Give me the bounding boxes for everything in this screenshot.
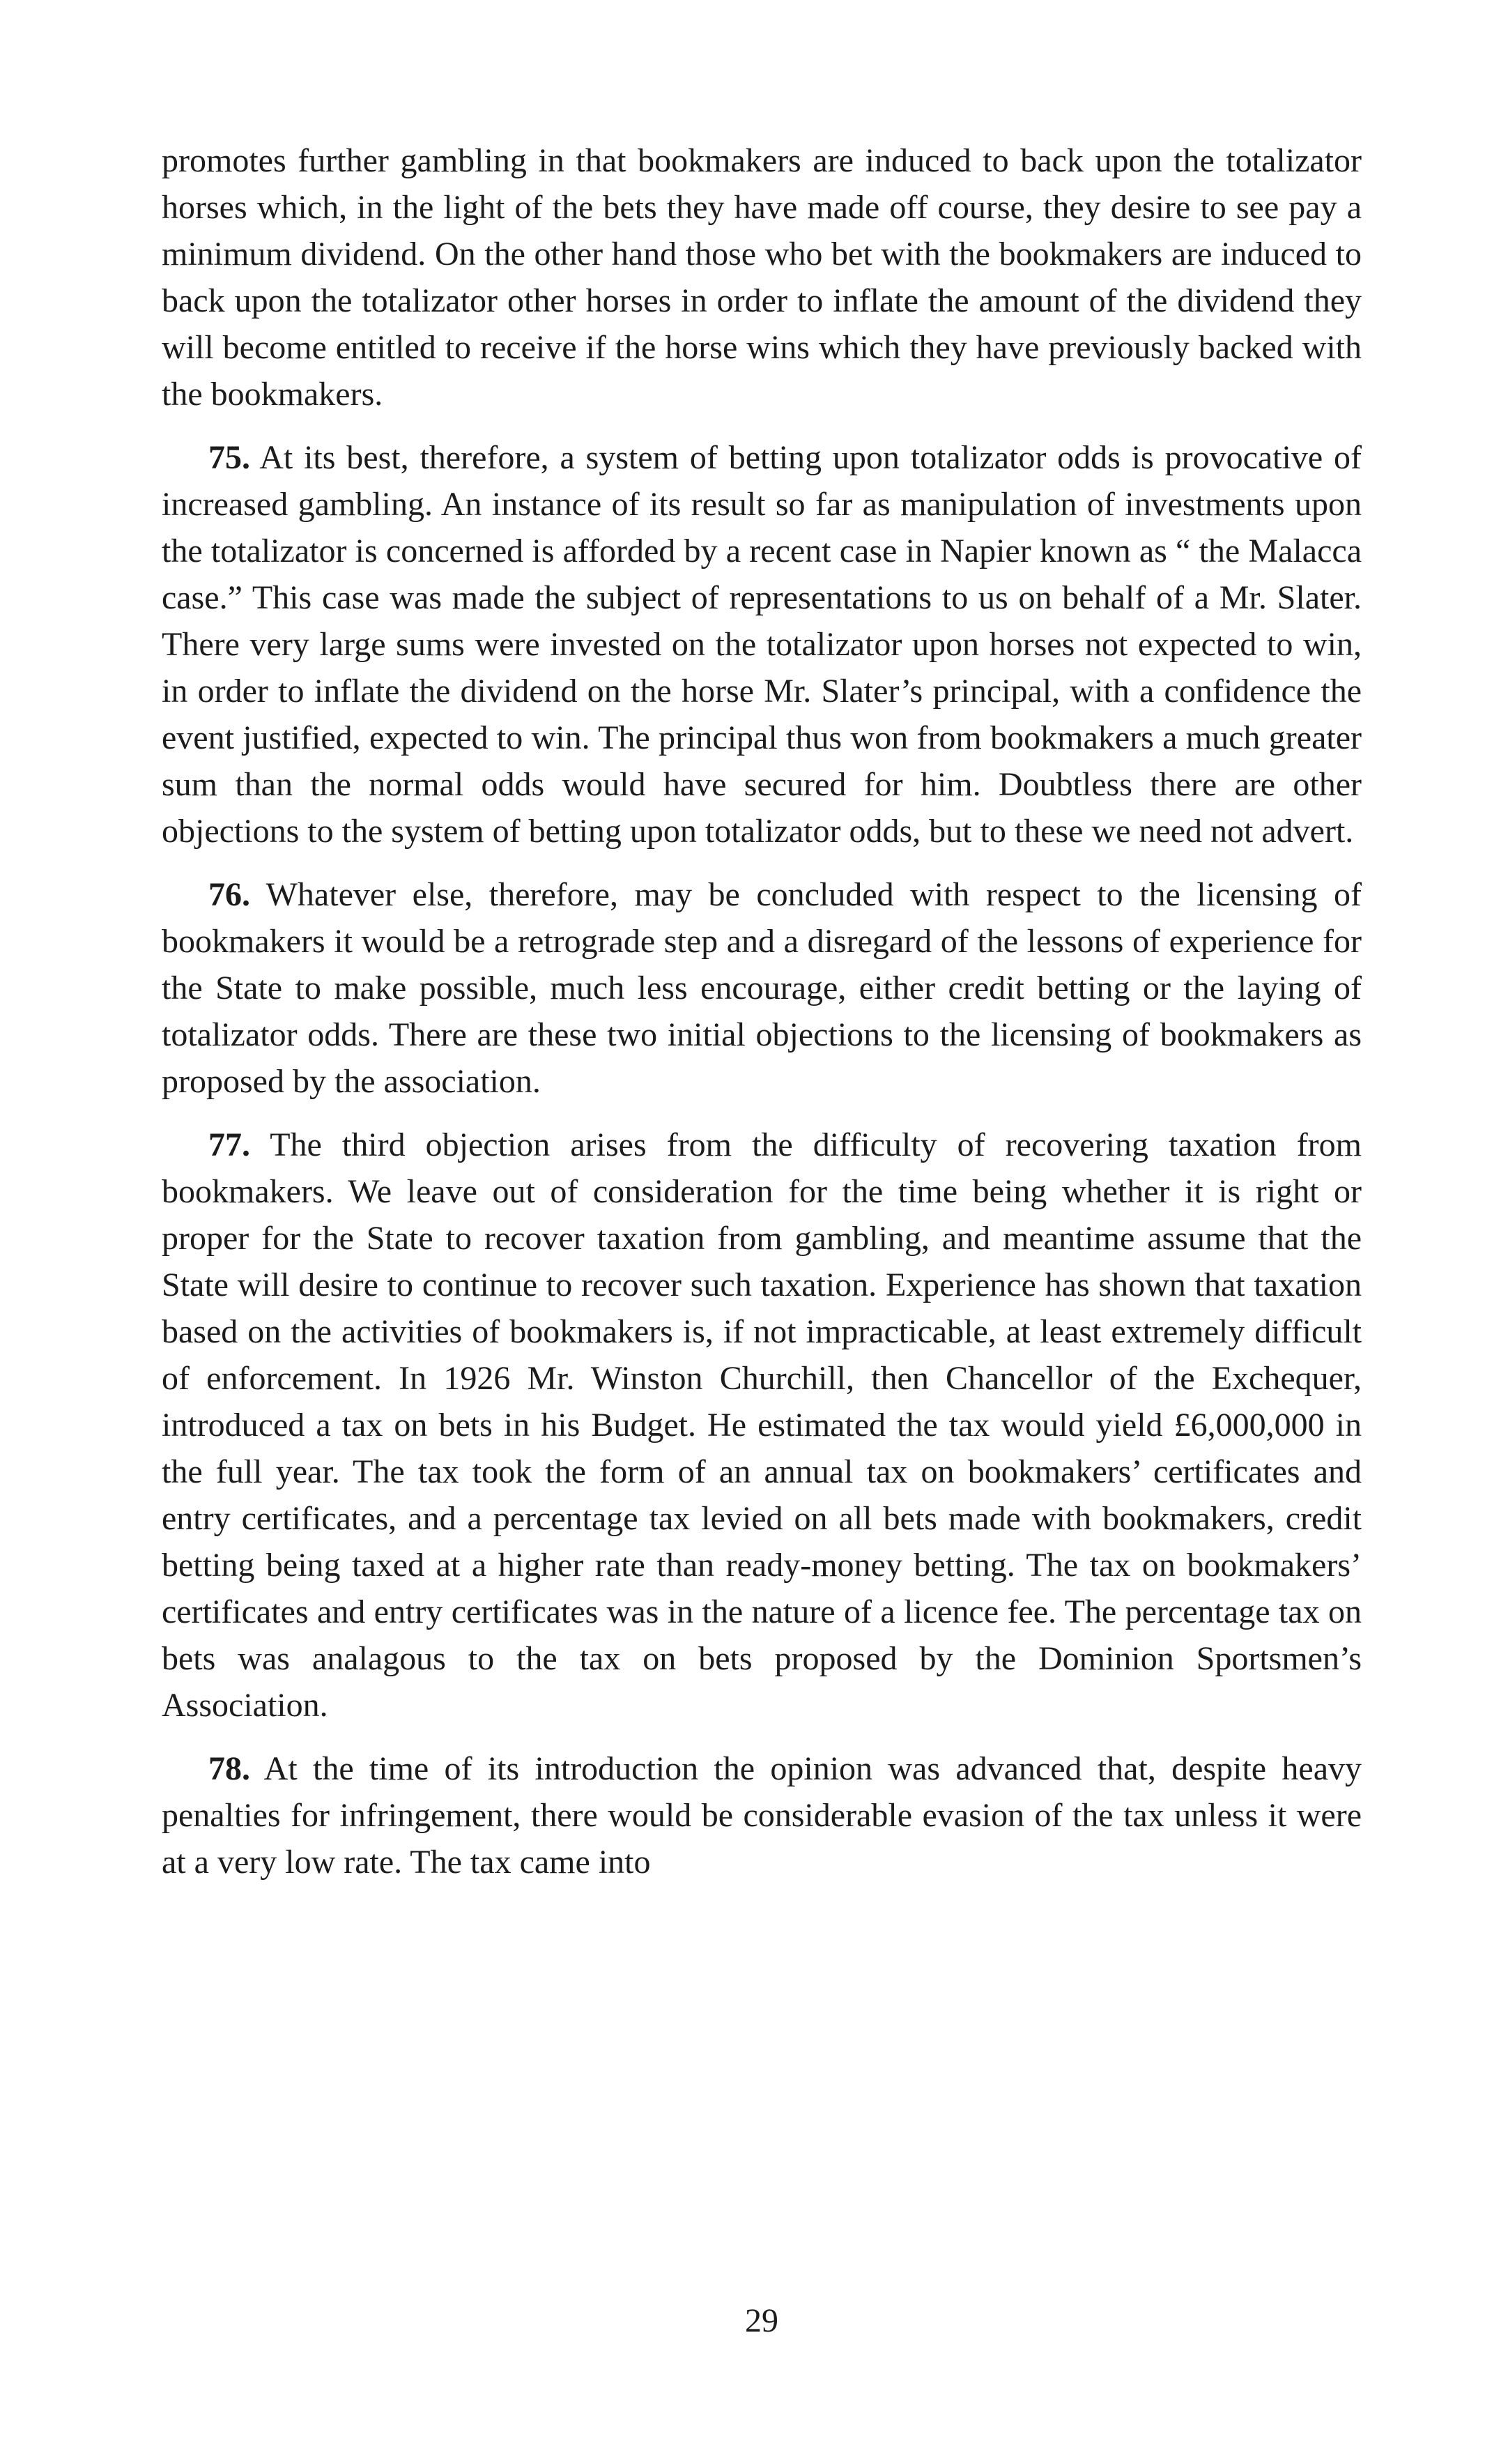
paragraph-text: Whatever else, therefore, may be concluded with respect to the licensing of bookmakers it would be a retrograde step and a disregard of the lessons of experience for the State to make possible, much less encourage, either credit betting or the laying of totalizator odds. There are these two initial objections to the licensing of bookmakers as proposed by the association. [162, 876, 1362, 1100]
paragraph-78 [162, 1745, 1362, 1885]
paragraph-text: promotes further gambling in that bookmakers are induced to back upon the totalizator horses which, in the light of the bets they have made off course, they desire to see pay a minimum dividend. On the other hand those who bet with the bookmakers are induced to back upon the totalizator other horses in order to inflate the amount of the dividend they will become entitled to receive if the horse wins which they have previously backed with the bookmakers. [162, 142, 1362, 413]
paragraph-75 [162, 434, 1362, 855]
paragraph-text: At the time of its introduction the opinion was advanced that, despite heavy penalties for infringement, there would be considerable evasion of the tax unless it were at a very low rate. The tax came into [162, 1750, 1362, 1881]
paragraph-text: At its best, therefore, a system of betting upon totalizator odds is provocative of increased gambling. An instance of its result so far as manipulation of investments upon the totalizator is concerned is afforded by a recent case in Napier known as “ the Malacca case.” This case was made the subject of representations to us on behalf of a Mr. Slater. There very large sums were invested on the totalizator upon horses not expected to win, in order to inflate the dividend on the horse Mr. Slater’s principal, with a confidence the event justified, expected to win. The principal thus won from bookmakers a much greater sum than the normal odds would have secured for him. Doubtless there are other objections to the system of betting upon totalizator odds, but to these we need not advert. [162, 439, 1362, 850]
body-text [162, 137, 1362, 1885]
page-number: 29 [745, 2302, 778, 2339]
document-page [162, 0, 1362, 2464]
paragraph-number: 76. [208, 876, 250, 913]
paragraph-number: 75. [208, 439, 250, 476]
paragraph-76 [162, 871, 1362, 1105]
paragraph-text: The third objection arises from the difficulty of recovering taxation from bookmakers. We leave out of consideration for the time being whether it is right or proper for the State to recover taxation from gambling, and meantime assume that the State will desire to continue to recover such taxation. Experience has shown that taxation based on the activities of bookmakers is, if not impracticable, at least extremely difficult of enforcement. In 1926 Mr. Winston Churchill, then Chancellor of the Exchequer, introduced a tax on bets in his Budget. He estimated the tax would yield £6,000,000 in the full year. The tax took the form of an annual tax on bookmakers’ certificates and entry certificates, and a percentage tax levied on all bets made with bookmakers, credit betting being taxed at a higher rate than ready-money betting. The tax on bookmakers’ certificates and entry certificates was in the nature of a licence fee. The percentage tax on bets was analagous to the tax on bets proposed by the Dominion Sportsmen’s Association. [162, 1126, 1362, 1724]
paragraph-77 [162, 1122, 1362, 1729]
paragraph-number: 77. [208, 1126, 250, 1163]
paragraph-continued [162, 137, 1362, 418]
paragraph-number: 78. [208, 1750, 250, 1787]
